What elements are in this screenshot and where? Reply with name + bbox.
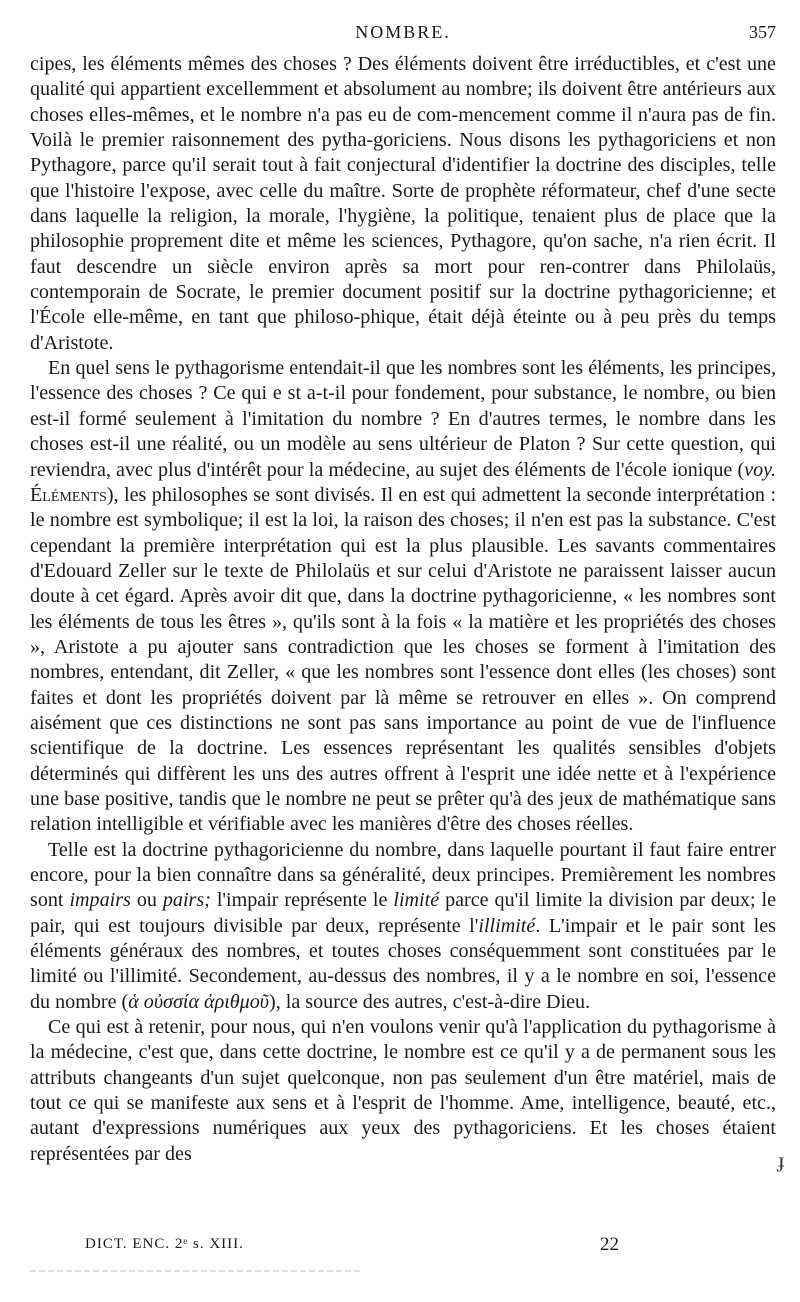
text-line: contrer dans Philolaüs, contemporain de Socrate, le premier document positif — [30, 255, 776, 304]
see-abbrev: voy. — [744, 458, 776, 481]
text-line: c'est une qualité qui appartient excellemment et absolument au nombre; ils — [30, 53, 776, 101]
body-text — [30, 52, 776, 1167]
text-line: cipes, les éléments mêmes des choses ? Des éléments doivent être irréductibles, et — [30, 53, 701, 75]
emphasis-impairs: impairs — [69, 889, 131, 912]
text-line: tout à fait conjectural d'identifier la doctrine des disciples, telle que l'histoire — [30, 154, 777, 202]
text-run: ), les philosophes se sont divisés. Il en est qui admettent la seconde interprétation : le nombre est symbolique; il est la loi, la raison des choses; il n'en est pas la substance. C'est cependant la première interprétation qui est la plus plausible. Les savants commentaires d'Edouard Zeller sur le texte de Philolaüs et sur celui d'Aristote ne paraissent laisser aucun doute à cet égard. Après avoir dit que, dans la doctrine pythagoricienne, « les nombres sont les éléments de tous les êtres », qu'ils sont à la fois « la matière et les propriétés des choses », Aristote a pu ajouter sans contradiction que les choses se forment à l'imitation des nombres, entendant, dit Zeller, « que les nombres sont l'essence dont elles (les choses) sont faites et dont les propriétés doivent par là même se retrouver en elles ». On comprend aisément que ces distinctions ne sont pas sans importance au point de vue de l'influence scientifique de la doctrine. Les essences représentant les qualités sensibles d'objets déterminés qui diffèrent les uns des autres offrent à l'esprit une idée nette et à l'expérience une base positive, tandis que le nombre ne peut se prêter qu'à des jeux de mathématique sans relation intelligible et vérifiable avec les manières d'être des choses réelles. — [30, 483, 776, 836]
text-line: l'expose, avec celle du maître. Sorte de prophète réformateur, chef d'une secte — [140, 179, 776, 202]
page-number: 357 — [749, 22, 776, 42]
text-run: parce qu'il limite la division par deux; le pair, qui est toujours divisible par deux, représente l' — [30, 889, 777, 937]
greek-phrase: ἁ οὐσσία ἀριθμοῦ — [128, 990, 270, 1013]
text-run: Telle est la doctrine pythagoricienne du nombre, dans laquelle pourtant il faut faire entrer encore, pour la bien connaître dans sa généralité, deux principes. Premièrement les nombres sont — [30, 838, 776, 912]
emphasis-pairs: pairs; — [162, 889, 211, 912]
text-line: doivent être antérieurs aux choses elles-mêmes, et le nombre n'a pas eu de com- — [30, 78, 776, 126]
text-line: mencement comme il n'aura pas de fin. Voilà le premier raisonnement des pytha- — [30, 103, 776, 152]
text-line: goriciens. Nous disons les pythagoriciens et non Pythagore, parce qu'il serait — [30, 129, 776, 177]
paragraph-2 — [30, 356, 776, 838]
printer-signature: DICT. ENC. 2ᵉ s. XIII. — [85, 1236, 244, 1252]
page-footer — [85, 1236, 800, 1260]
paragraph-3 — [30, 838, 776, 1015]
text-line: sache, n'a rien écrit. Il faut descendre un siècle environ après sa mort pour ren- — [30, 230, 776, 278]
emphasis-limite: limité — [393, 889, 440, 912]
margin-mark: ɟ — [778, 1150, 785, 1172]
emphasis-illimite: illimité — [478, 914, 536, 937]
text-line: dans laquelle la religion, la morale, l'hygiène, la politique, tenaient plus de — [30, 205, 665, 228]
bleed-through-line — [30, 1270, 360, 1272]
text-run: ), la source des autres, c'est-à-dire Dieu. — [269, 990, 591, 1013]
text-line: sur la doctrine pythagoricienne; et l'École elle-même, en tant que philoso- — [30, 281, 776, 329]
sheet-number: 22 — [600, 1234, 619, 1255]
page — [30, 22, 776, 1167]
text-line: phique, était déjà éteinte ou à peu près du temps d'Aristote. — [30, 306, 776, 354]
text-run: . L'impair et le pair sont les éléments généraux des nombres, et toutes choses conséquemment sont constituées par le limité ou l'illimité. Secondement, au-dessus des nombres, il y a le nombre en soi, l'essence du nombre ( — [30, 914, 776, 1013]
paragraph-1 — [30, 52, 776, 356]
text-run: ou — [130, 889, 163, 912]
running-head — [30, 22, 776, 52]
text-run: l'impair représente le — [210, 889, 394, 912]
text-run: En quel sens le pythagorisme entendait-il que les nombres sont les éléments, les principes, l'essence des choses ? Ce qui e st a-t-il pour fondement, pour substance, le nombre, ou bien est-il formé seulement à l'imitation du nombre ? En d'autres termes, le nombre dans les choses est-il une réalité, ou un modèle au sens ultérieur de Platon ? Sur cette question, qui reviendra, avec plus d'intérêt pour la médecine, au sujet des éléments de l'école ionique ( — [30, 357, 776, 481]
paragraph-4: Ce qui est à retenir, pour nous, qui n'en voulons venir qu'à l'application du pythagorisme à la médecine, c'est que, dans cette doctrine, le nombre est ce qu'il y a de permanent sous les attributs changeants d'un sujet quelconque, non pas seulement d'un être matériel, mais de tout ce qui se manifeste aux sens et à l'esprit de l'homme. Ame, intelligence, beauté, etc., autant d'expressions numériques aux yeux des pythagoriciens. Et les choses étaient représentées par des — [30, 1016, 776, 1165]
running-title: NOMBRE. — [355, 22, 451, 42]
cross-reference-link[interactable]: Éléments — [30, 483, 107, 506]
text-line: place que la philosophie proprement dite et même les sciences, Pythagore, qu'on — [30, 205, 776, 253]
